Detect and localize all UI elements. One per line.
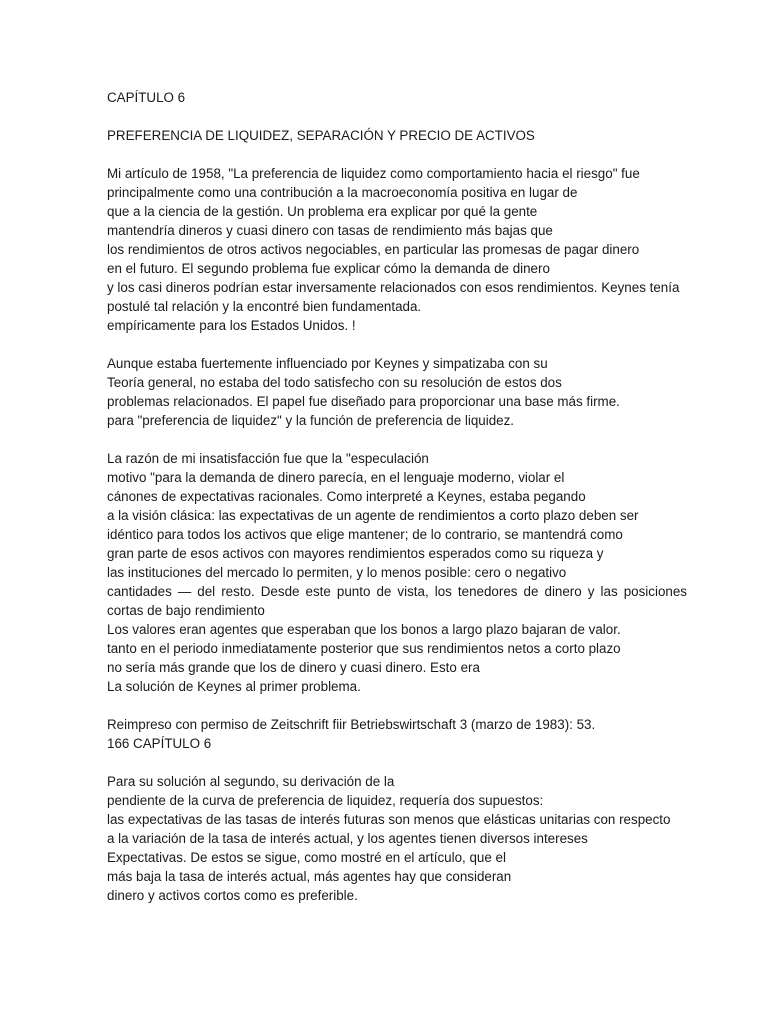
paragraph-line: no sería más grande que los de dinero y cuasi dinero. Esto era xyxy=(107,660,480,675)
paragraph-2 xyxy=(107,354,687,430)
paragraph-line: gran parte de esos activos con mayores rendimientos esperados como su riqueza y xyxy=(107,546,604,561)
paragraph-line: La solución de Keynes al primer problema. xyxy=(107,679,361,694)
paragraph-line: las instituciones del mercado lo permiten, y lo menos posible: cero o negativo xyxy=(107,565,567,580)
paragraph-line: Para su solución al segundo, su derivación de la xyxy=(107,774,395,789)
paragraph-line: La razón de mi insatisfacción fue que la "especulación xyxy=(107,451,429,466)
paragraph-line: Los valores eran agentes que esperaban que los bonos a largo plazo bajaran de valor. xyxy=(107,622,621,637)
spacer xyxy=(107,753,687,772)
paragraph-line: a la visión clásica: las expectativas de un agente de rendimientos a corto plazo deben ser xyxy=(107,508,639,523)
section-title: PREFERENCIA DE LIQUIDEZ, SEPARACIÓN Y PRECIO DE ACTIVOS xyxy=(107,128,535,143)
paragraph-line: dinero y activos cortos como es preferible. xyxy=(107,888,358,903)
spacer xyxy=(107,107,687,126)
paragraph-line: a la variación de la tasa de interés actual, y los agentes tienen diversos intereses xyxy=(107,831,588,846)
footnote: Reimpreso con permiso de Zeitschrift fiir Betriebswirtschaft 3 (marzo de 1983): 53. xyxy=(107,717,596,732)
spacer xyxy=(107,430,687,449)
paragraph-line: que a la ciencia de la gestión. Un problema era explicar por qué la gente xyxy=(107,204,538,219)
spacer xyxy=(107,145,687,164)
document-page xyxy=(107,88,687,905)
paragraph-line: Expectativas. De estos se sigue, como mostré en el artículo, que el xyxy=(107,850,506,865)
spacer xyxy=(107,696,687,715)
paragraph-line: cantidades — del resto. Desde este punto de vista, los tenedores de dinero y las posiciones xyxy=(107,584,687,599)
chapter-heading: CAPÍTULO 6 xyxy=(107,90,186,105)
paragraph-line: en el futuro. El segundo problema fue explicar cómo la demanda de dinero xyxy=(107,261,550,276)
paragraph-line: tanto en el periodo inmediatamente posterior que sus rendimientos netos a corto plazo xyxy=(107,641,621,656)
paragraph-line: motivo "para la demanda de dinero parecía, en el lenguaje moderno, violar el xyxy=(107,470,565,485)
spacer xyxy=(107,335,687,354)
running-header: 166 CAPÍTULO 6 xyxy=(107,736,212,751)
paragraph-line: más baja la tasa de interés actual, más agentes hay que consideran xyxy=(107,869,512,884)
paragraph-line: cortas de bajo rendimiento xyxy=(107,603,265,618)
paragraph-line: cánones de expectativas racionales. Como interpreté a Keynes, estaba pegando xyxy=(107,489,586,504)
paragraph-line: problemas relacionados. El papel fue diseñado para proporcionar una base más firme. xyxy=(107,394,620,409)
paragraph-line: pendiente de la curva de preferencia de liquidez, requería dos supuestos: xyxy=(107,793,544,808)
paragraph-4 xyxy=(107,772,687,905)
paragraph-line: empíricamente para los Estados Unidos. ! xyxy=(107,318,356,333)
paragraph-line: para "preferencia de liquidez" y la función de preferencia de liquidez. xyxy=(107,413,515,428)
paragraph-line: principalmente como una contribución a la macroeconomía positiva en lugar de xyxy=(107,185,578,200)
paragraph-line: las expectativas de las tasas de interés futuras son menos que elásticas unitarias con respecto xyxy=(107,812,671,827)
paragraph-line: los rendimientos de otros activos negociables, en particular las promesas de pagar dinero xyxy=(107,242,640,257)
paragraph-line: Mi artículo de 1958, "La preferencia de liquidez como comportamiento hacia el riesgo" fue xyxy=(107,166,640,181)
paragraph-line: idéntico para todos los activos que elige mantener; de lo contrario, se mantendrá como xyxy=(107,527,623,542)
paragraph-line: postulé tal relación y la encontré bien fundamentada. xyxy=(107,299,422,314)
paragraph-line: y los casi dineros podrían estar inversamente relacionados con esos rendimientos. Keynes tenía xyxy=(107,280,680,295)
paragraph-line: mantendría dineros y cuasi dinero con tasas de rendimiento más bajas que xyxy=(107,223,553,238)
paragraph-line: Aunque estaba fuertemente influenciado por Keynes y simpatizaba con su xyxy=(107,356,548,371)
paragraph-line: Teoría general, no estaba del todo satisfecho con su resolución de estos dos xyxy=(107,375,562,390)
paragraph-3 xyxy=(107,449,687,696)
paragraph-1 xyxy=(107,164,687,335)
